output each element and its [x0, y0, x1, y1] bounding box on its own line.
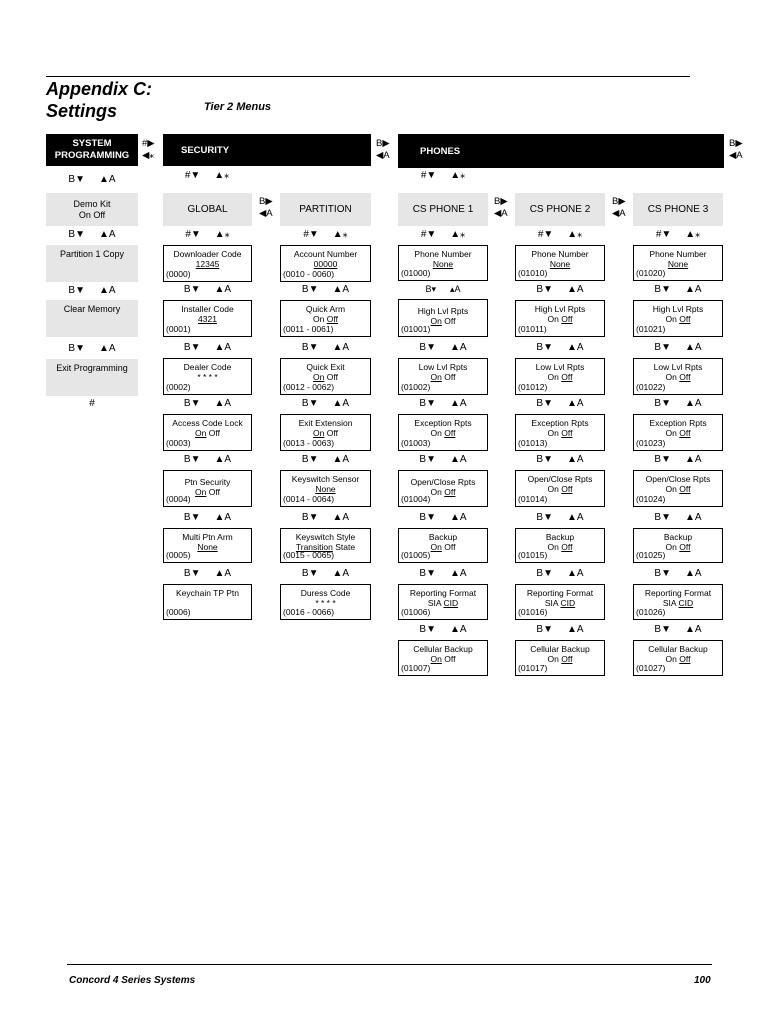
- setting-keyswitch-sensor[interactable]: Keyswitch Sensor None (0014 - 0064): [280, 470, 371, 507]
- setting-keyswitch-style[interactable]: Keyswitch Style Transition State (0015 - 0065): [280, 528, 371, 563]
- phone3-open-close-rpts[interactable]: Open/Close Rpts On Off (01024): [633, 470, 723, 507]
- nav-row: B▼ ▲A: [536, 624, 584, 635]
- nav-row: B▼ ▲A: [183, 454, 232, 465]
- nav-row: #▼ ▲⁎: [184, 170, 230, 181]
- phone3-backup[interactable]: Backup On Off (01025): [633, 528, 723, 563]
- phone2-low-lvl-rpts[interactable]: Low Lvl Rpts On Off (01012): [515, 358, 605, 395]
- nav-phone2-to-phone3: B▶ ◀A: [612, 196, 626, 219]
- nav-row: B▼ ▲A: [654, 454, 702, 465]
- setting-keychain-tp-ptn[interactable]: Keychain TP Ptn (0006): [163, 584, 252, 620]
- nav-row: B▼ ▲A: [183, 512, 232, 523]
- setting-installer-code[interactable]: Installer Code 4321 (0001): [163, 300, 252, 337]
- setting-downloader-code[interactable]: Downloader Code 12345 (0000): [163, 245, 252, 282]
- phone3-exception-rpts[interactable]: Exception Rpts On Off (01023): [633, 414, 723, 451]
- nav-row: B▼ ▲A: [536, 342, 584, 353]
- phone1-phone-number[interactable]: Phone Number None (01000): [398, 245, 488, 281]
- nav-row: B▼ ▲A: [654, 398, 702, 409]
- nav-row: B▼ ▲A: [68, 174, 116, 185]
- security-header: SECURITY: [163, 134, 371, 166]
- cs-phone-1-tab[interactable]: CS PHONE 1: [398, 193, 488, 226]
- partition-tab[interactable]: PARTITION: [280, 193, 371, 226]
- phone3-phone-number[interactable]: Phone Number None (01020): [633, 245, 723, 281]
- system-programming-header: SYSTEM PROGRAMMING: [46, 134, 138, 166]
- nav-row: B▼ ▲A: [419, 624, 467, 635]
- phone1-exception-rpts[interactable]: Exception Rpts On Off (01003): [398, 414, 488, 451]
- nav-phone1-to-phone2: B▶ ◀A: [494, 196, 508, 219]
- page-number: 100: [694, 975, 711, 986]
- nav-security-to-phones: B▶ ◀A: [376, 138, 390, 161]
- exit-hash: #: [89, 398, 95, 409]
- nav-row: B▼ ▲A: [419, 568, 467, 579]
- nav-row: B▼ ▲A: [183, 342, 232, 353]
- nav-row: B▼ ▲A: [536, 454, 584, 465]
- setting-ptn-security[interactable]: Ptn Security On Off (0004): [163, 470, 252, 507]
- nav-row: B▼ ▲A: [68, 343, 116, 354]
- nav-system-to-security: #▶ ◀⁎: [142, 138, 155, 161]
- page-subtitle: Tier 2 Menus: [204, 101, 272, 113]
- title-line-2: Settings: [46, 101, 118, 121]
- nav-row: B▼ ▲A: [536, 398, 584, 409]
- nav-row: B▼ ▲A: [301, 454, 350, 465]
- setting-dealer-code[interactable]: Dealer Code * * * * (0002): [163, 358, 252, 395]
- phone1-low-lvl-rpts[interactable]: Low Lvl Rpts On Off (01002): [398, 358, 488, 395]
- nav-row: B▾ ▴A: [425, 284, 461, 294]
- nav-row: B▼ ▲A: [419, 454, 467, 465]
- nav-row: B▼ ▲A: [654, 284, 702, 295]
- bottom-rule: [67, 964, 712, 965]
- nav-row: #▼ ▲⁎: [185, 229, 230, 240]
- nav-row: B▼ ▲A: [183, 398, 232, 409]
- nav-row: B▼ ▲A: [536, 512, 584, 523]
- phone2-high-lvl-rpts[interactable]: High Lvl Rpts On Off (01011): [515, 300, 605, 337]
- nav-row: #▼ ▲⁎: [655, 229, 701, 240]
- nav-row: B▼ ▲A: [654, 342, 702, 353]
- nav-row: B▼ ▲A: [654, 512, 702, 523]
- phone1-cellular-backup[interactable]: Cellular Backup On Off (01007): [398, 640, 488, 676]
- cs-phone-3-tab[interactable]: CS PHONE 3: [633, 193, 723, 226]
- nav-row: B▼ ▲A: [183, 284, 232, 295]
- nav-row: B▼ ▲A: [419, 342, 467, 353]
- menu-item-clear-memory[interactable]: Clear Memory: [46, 300, 138, 337]
- nav-row: B▼ ▲A: [301, 398, 350, 409]
- phone2-phone-number[interactable]: Phone Number None (01010): [515, 245, 605, 281]
- setting-account-number[interactable]: Account Number 00000 (0010 - 0060): [280, 245, 371, 282]
- nav-row: #▼ ▲⁎: [420, 229, 466, 240]
- nav-row: B▼ ▲A: [654, 624, 702, 635]
- nav-row: B▼ ▲A: [419, 398, 467, 409]
- cs-phone-2-tab[interactable]: CS PHONE 2: [515, 193, 605, 226]
- nav-row: B▼ ▲A: [654, 568, 702, 579]
- nav-row: B▼ ▲A: [301, 512, 350, 523]
- nav-row: #▼ ▲⁎: [303, 229, 348, 240]
- phone1-open-close-rpts[interactable]: Open/Close Rpts On Off (01004): [398, 470, 488, 507]
- title-line-1: Appendix C:: [46, 79, 152, 99]
- top-rule: [46, 76, 690, 77]
- phone3-high-lvl-rpts[interactable]: High Lvl Rpts On Off (01021): [633, 300, 723, 337]
- phone3-cellular-backup[interactable]: Cellular Backup On Off (01027): [633, 640, 723, 676]
- setting-quick-exit[interactable]: Quick Exit On Off (0012 - 0062): [280, 358, 371, 395]
- nav-row: B▼ ▲A: [68, 285, 116, 296]
- phone2-open-close-rpts[interactable]: Open/Close Rpts On Off (01014): [515, 470, 605, 507]
- menu-item-demo-kit[interactable]: Demo Kit On Off: [46, 193, 138, 226]
- setting-access-code-lock[interactable]: Access Code Lock On Off (0003): [163, 414, 252, 451]
- menu-item-exit-programming[interactable]: Exit Programming: [46, 359, 138, 396]
- nav-row: B▼ ▲A: [68, 229, 116, 240]
- phone2-backup[interactable]: Backup On Off (01015): [515, 528, 605, 563]
- setting-duress-code[interactable]: Duress Code * * * * (0016 - 0066): [280, 584, 371, 620]
- nav-row: #▼ ▲⁎: [420, 170, 466, 181]
- page-title: [46, 78, 152, 122]
- nav-row: B▼ ▲A: [301, 342, 350, 353]
- global-tab[interactable]: GLOBAL: [163, 193, 252, 226]
- phone1-backup[interactable]: Backup On Off (01005): [398, 528, 488, 563]
- nav-row: B▼ ▲A: [536, 284, 584, 295]
- menu-item-partition-1-copy[interactable]: Partition 1 Copy: [46, 245, 138, 282]
- nav-phones-next: B▶ ◀A: [729, 138, 743, 161]
- phone2-exception-rpts[interactable]: Exception Rpts On Off (01013): [515, 414, 605, 451]
- setting-multi-ptn-arm[interactable]: Multi Ptn Arm None (0005): [163, 528, 252, 563]
- nav-row: B▼ ▲A: [536, 568, 584, 579]
- nav-row: B▼ ▲A: [301, 568, 350, 579]
- setting-quick-arm[interactable]: Quick Arm On Off (0011 - 0061): [280, 300, 371, 337]
- phone3-reporting-format[interactable]: Reporting Format SIA CID (01026): [633, 584, 723, 620]
- footer-product-name: Concord 4 Series Systems: [69, 975, 196, 986]
- nav-row: B▼ ▲A: [419, 512, 467, 523]
- phone1-reporting-format[interactable]: Reporting Format SIA CID (01006): [398, 584, 488, 620]
- phones-header: PHONES: [398, 134, 724, 168]
- setting-exit-extension[interactable]: Exit Extension On Off (0013 - 0063): [280, 414, 371, 451]
- nav-row: #▼ ▲⁎: [537, 229, 583, 240]
- phone3-low-lvl-rpts[interactable]: Low Lvl Rpts On Off (01022): [633, 358, 723, 395]
- nav-row: B▼ ▲A: [301, 284, 350, 295]
- phone2-cellular-backup[interactable]: Cellular Backup On Off (01017): [515, 640, 605, 676]
- phone2-reporting-format[interactable]: Reporting Format SIA CID (01016): [515, 584, 605, 620]
- nav-global-to-partition: B▶ ◀A: [259, 196, 273, 219]
- nav-row: B▼ ▲A: [183, 568, 232, 579]
- phone1-high-lvl-rpts[interactable]: High Lvl Rpts On Off (01001): [398, 299, 488, 337]
